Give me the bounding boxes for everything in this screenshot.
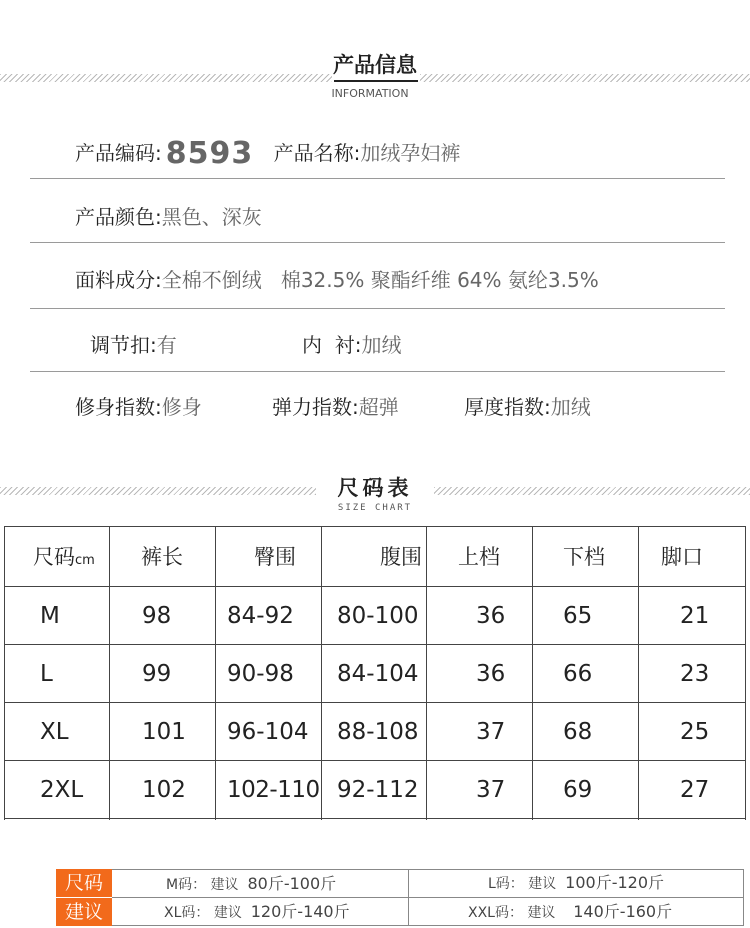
header-upper-rise: 上档 [458, 545, 500, 569]
table-cell: L [40, 661, 53, 687]
info-row-thickness [464, 394, 591, 420]
table-cell: 102-110 [227, 777, 320, 803]
product-name: 加绒孕妇裤 [360, 141, 461, 165]
info-title: 产品信息 [333, 53, 417, 77]
info-row-fabric [75, 267, 599, 293]
info-title-underline [334, 80, 418, 82]
info-divider [30, 178, 725, 179]
table-cell: 36 [476, 603, 506, 629]
code-label: 产品编码: [75, 141, 162, 165]
table-cell: 23 [680, 661, 710, 687]
table-cell: 36 [476, 661, 506, 687]
table-cell: 90-98 [227, 661, 294, 687]
rec-cell-xl: XL码： 建议 120斤-140斤 [164, 902, 350, 921]
table-line [4, 586, 746, 587]
table-cell: 102 [142, 777, 186, 803]
table-line [532, 526, 533, 820]
table-line [321, 526, 322, 820]
info-row-buckle [90, 332, 177, 358]
table-line [4, 526, 5, 820]
rec-label-size: 尺码 [56, 869, 112, 897]
header-hem: 脚口 [661, 545, 703, 569]
table-cell: 84-104 [337, 661, 419, 687]
rec-label-suggest: 建议 [56, 898, 112, 926]
product-color: 黑色、深灰 [161, 205, 262, 229]
size-recommendation [56, 869, 744, 926]
fit-label: 修身指数: [75, 395, 162, 419]
thickness-label: 厚度指数: [464, 395, 551, 419]
lining-label: 内 衬: [302, 333, 362, 357]
product-fabric: 全棉不倒绒 棉32.5% 聚酯纤维 64% 氨纶3.5% [161, 268, 599, 292]
info-row-lining [302, 332, 401, 358]
product-lining: 加绒 [361, 333, 402, 357]
table-line [4, 760, 746, 761]
header-unit: cm [75, 553, 95, 568]
size-hatch-right [434, 487, 750, 495]
info-row-fit [75, 394, 202, 420]
table-cell: 69 [563, 777, 593, 803]
table-cell: 2XL [40, 777, 84, 803]
size-subtitle: SIZE CHART [337, 503, 413, 513]
table-line [4, 526, 746, 527]
table-line [109, 526, 110, 820]
info-row-color [75, 204, 262, 230]
rec-cell-l: L码： 建议 100斤-120斤 [488, 873, 665, 892]
table-line [4, 702, 746, 703]
table-cell: 37 [476, 719, 506, 745]
info-hatch-left [0, 74, 332, 82]
rec-line [743, 869, 744, 926]
table-cell: 96-104 [227, 719, 309, 745]
table-line [426, 526, 427, 820]
info-subtitle: INFORMATION [331, 87, 409, 100]
table-cell: 99 [142, 661, 172, 687]
table-cell: 25 [680, 719, 710, 745]
buckle-label: 调节扣: [90, 333, 157, 357]
stretch-label: 弹力指数: [272, 395, 359, 419]
fabric-label: 面料成分: [75, 268, 162, 292]
table-cell: 84-92 [227, 603, 294, 629]
table-cell: 98 [142, 603, 172, 629]
table-line [4, 644, 746, 645]
table-cell: 80-100 [337, 603, 419, 629]
table-line [745, 526, 746, 820]
table-cell: 88-108 [337, 719, 419, 745]
table-cell: 92-112 [337, 777, 419, 803]
info-row-stretch [272, 394, 399, 420]
table-cell: M [40, 603, 60, 629]
info-divider [30, 371, 725, 372]
table-cell: 27 [680, 777, 710, 803]
table-cell: 66 [563, 661, 593, 687]
rec-cell-xxl: XXL码： 建议 140斤-160斤 [468, 902, 673, 921]
color-label: 产品颜色: [75, 205, 162, 229]
table-cell: XL [40, 719, 69, 745]
table-line [215, 526, 216, 820]
table-cell: 37 [476, 777, 506, 803]
table-line [4, 818, 746, 819]
product-buckle: 有 [156, 333, 177, 357]
table-cell: 21 [680, 603, 710, 629]
header-belly: 腹围 [380, 545, 422, 569]
product-stretch: 超弹 [358, 395, 399, 419]
table-cell: 68 [563, 719, 593, 745]
size-hatch-left [0, 487, 316, 495]
info-row-code-name [75, 136, 461, 171]
info-hatch-right [420, 74, 750, 82]
size-title: 尺码表 [337, 476, 413, 500]
header-size: 尺码cm [33, 545, 95, 569]
info-divider [30, 242, 725, 243]
table-cell: 101 [142, 719, 186, 745]
info-divider [30, 308, 725, 309]
header-hip: 臀围 [254, 545, 296, 569]
product-thickness: 加绒 [550, 395, 591, 419]
rec-line [408, 869, 409, 926]
name-label: 产品名称: [273, 141, 361, 165]
header-lower-rise: 下档 [563, 545, 605, 569]
table-line [638, 526, 639, 820]
header-length: 裤长 [141, 545, 183, 569]
table-cell: 65 [563, 603, 593, 629]
product-fit: 修身 [161, 395, 202, 419]
product-code: 8593 [165, 136, 254, 171]
rec-cell-m: M码： 建议 80斤-100斤 [166, 874, 337, 893]
